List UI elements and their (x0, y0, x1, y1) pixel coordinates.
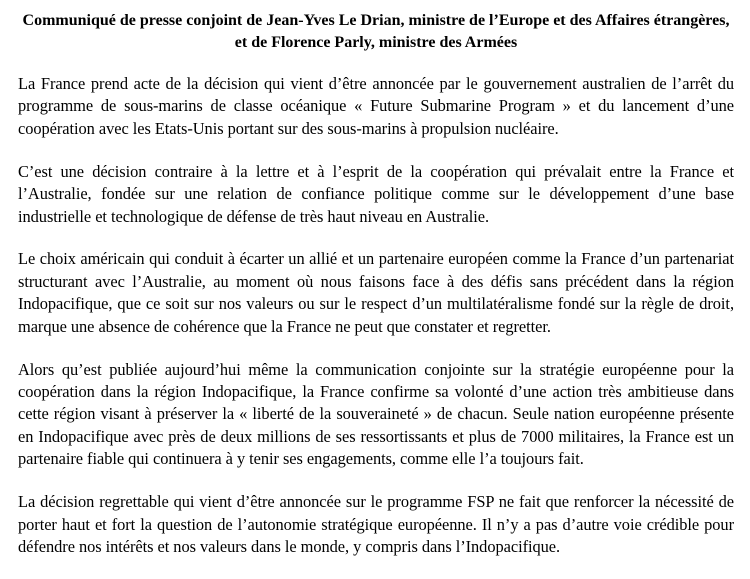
press-release-document (18, 10, 734, 579)
paragraph-5: La décision regrettable qui vient d’être annoncée sur le programme FSP ne fait que renforcer la nécessité de porter haut et fort la question de l’autonomie stratégique européenne. Il n’y a pas d’autre voie crédible pour défendre nos intérêts et nos valeurs dans le monde, y compris dans l’Indopacifique. (18, 492, 734, 556)
paragraph-3: Le choix américain qui conduit à écarter un allié et un partenaire européen comme la France d’un partenariat structurant avec l’Australie, au moment où nous faisons face à des défis sans précédent dans la région Indopacifique, que ce soit sur nos valeurs ou sur le respect d’un multilatéralisme fondé sur la règle de droit, marque une absence de cohérence que la France ne peut que constater et regretter. (18, 249, 734, 336)
paragraph-1: La France prend acte de la décision qui vient d’être annoncée par le gouvernement australien de l’arrêt du programme de sous-marins de classe océanique « Future Submarine Program » et du lancement d’une coopération avec les Etats-Unis portant sur des sous-marins à propulsion nucléaire. (18, 74, 734, 138)
paragraph-2: C’est une décision contraire à la lettre et à l’esprit de la coopération qui prévalait entre la France et l’Australie, fondée sur une relation de confiance politique comme sur le développement d’une base industrielle et technologique de défense de très haut niveau en Australie. (18, 161, 734, 226)
paragraph-4: Alors qu’est publiée aujourd’hui même la communication conjointe sur la stratégie européenne pour la coopération dans la région Indopacifique, la France confirme sa volonté d’une action très ambitieuse dans cette région visant à préserver la « liberté de la souveraineté » de chacun. Seule nation européenne présente en Indopacifique avec près de deux millions de ses ressortissants et plus de 7000 militaires, la France est un partenaire fiable qui continuera à y tenir ses engagements, comme elle l’a toujours fait. (18, 359, 734, 469)
document-title: Communiqué de presse conjoint de Jean-Yves Le Drian, ministre de l’Europe et des Affaires étrangères, et de Florence Parly, ministre des Armées (22, 12, 730, 51)
